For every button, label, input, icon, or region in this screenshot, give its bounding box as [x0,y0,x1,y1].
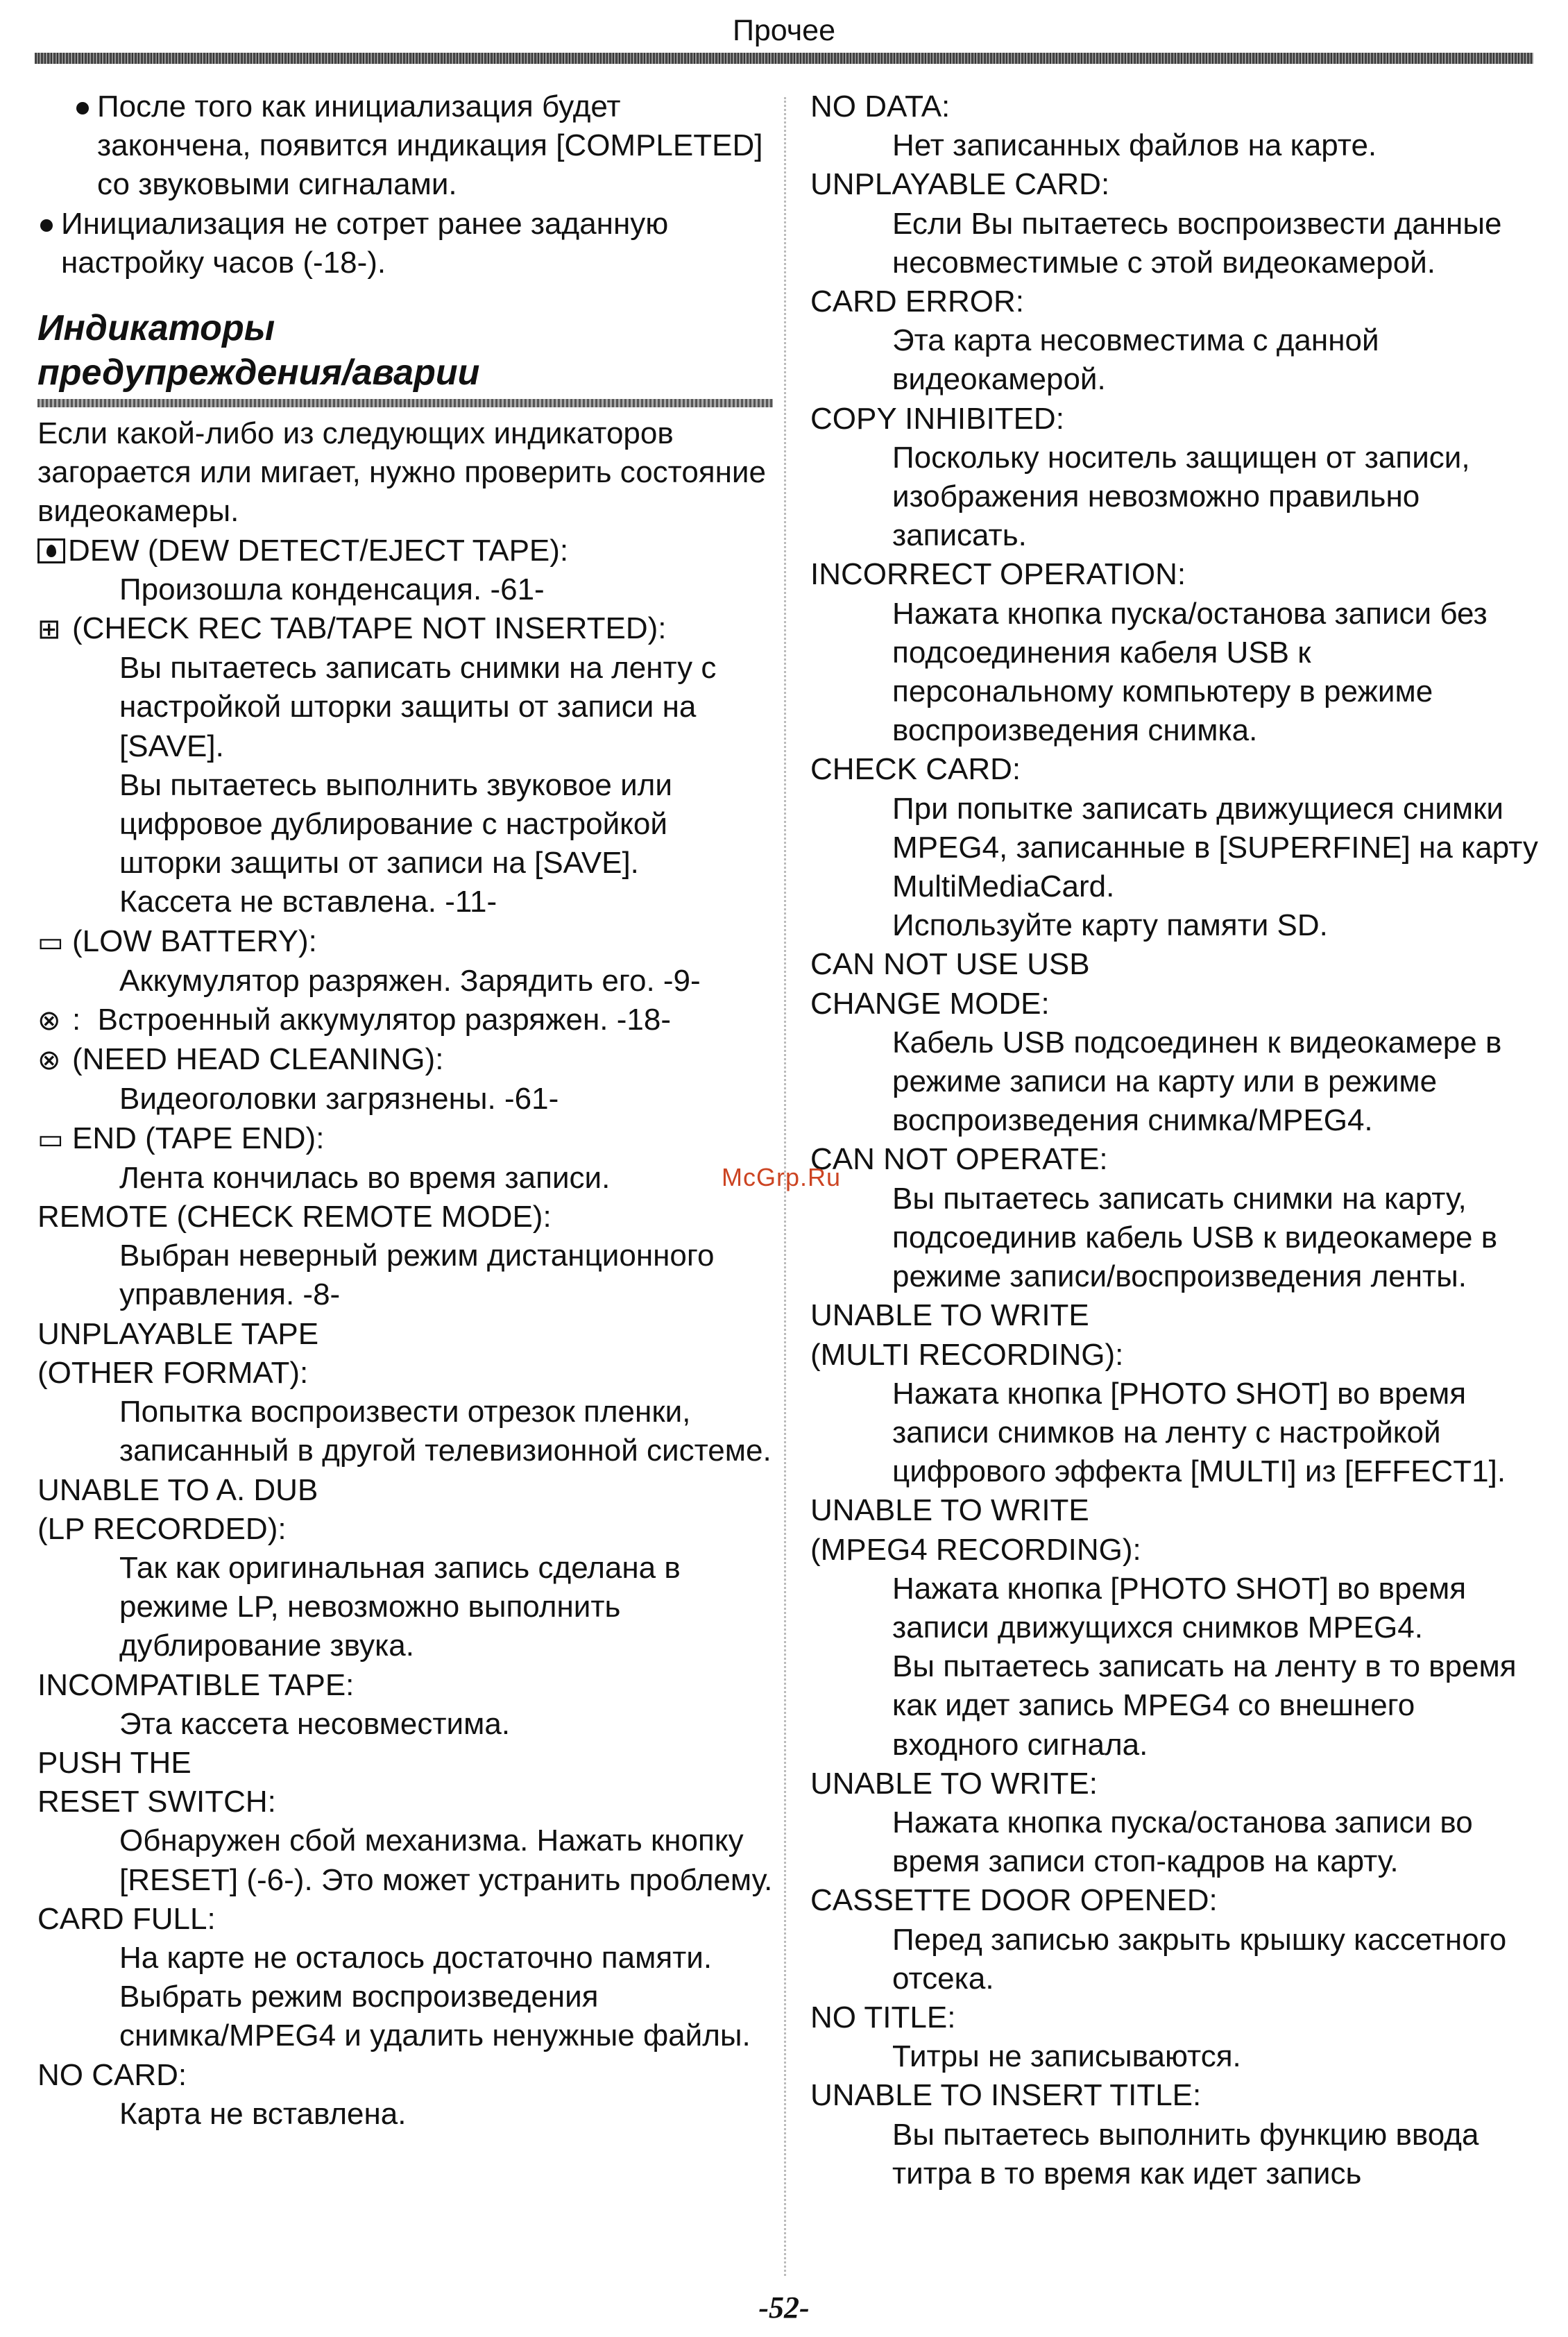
indicator-description: Нет записанных файлов на карте. [892,128,1377,163]
indicator-description: Нажата кнопка пуска/останова записи без подсоединения кабеля USB к персональному компьютеру в режиме воспроизведения снимка. [892,596,1488,748]
indicator-description: Произошла конденсация. -61- [119,572,545,606]
indicator-term: UNABLE TO WRITE: [810,1766,1098,1801]
indicator-term: UNABLE TO WRITE (MPEG4 RECORDING): [810,1493,1141,1567]
indicator-term: COPY INHIBITED: [810,401,1064,436]
indicator-term: NO DATA: [810,90,951,124]
indicator-term: INCOMPATIBLE TAPE: [37,1667,355,1702]
indicator-term: CARD ERROR: [810,284,1025,319]
indicator-description: Лента кончилась во время записи. [119,1160,611,1195]
indicator-description: Попытка воспроизвести отрезок пленки, записанный в другой телевизионной системе. [119,1395,772,1468]
indicator-term: UNPLAYABLE TAPE (OTHER FORMAT): [37,1316,319,1390]
indicator-term: CHECK CARD: [810,752,1021,787]
indicator-term: UNPLAYABLE CARD: [810,167,1110,202]
indicator-description: Вы пытаетесь выполнить функцию ввода титра в то время как идет запись [892,2117,1479,2191]
indicator-entry [37,1040,773,1119]
tape-end-icon: ▭ [37,1123,64,1155]
indicator-entry [810,1881,1539,1998]
indicator-term: NO TITLE: [810,2000,956,2034]
indicator-term: DEW (DEW DETECT/EJECT TAPE): [37,532,773,570]
indicator-description: На карте не осталось достаточно памяти. [119,1940,713,1975]
indicator-term: UNABLE TO WRITE (MULTI RECORDING): [810,1298,1124,1372]
header-rule [35,53,1533,64]
indicator-entry [37,1666,773,1744]
right-entries-list [810,87,1539,2193]
indicator-term: CASSETTE DOOR OPENED: [810,1883,1218,1918]
indicator-entry [37,922,773,1001]
indicator-term: ⊞ (CHECK REC TAB/TAPE NOT INSERTED): [37,609,773,649]
indicator-description: Эта кассета несовместима. [119,1706,511,1741]
indicator-entry [810,87,1539,165]
indicator-entry [37,1119,773,1198]
indicator-entry [810,282,1539,400]
page-number: -52- [758,2291,810,2325]
indicator-entry [810,1140,1539,1296]
indicator-description: Кабель USB подсоединен к видеокамере в режиме записи на карту или в режиме воспроизведения снимка/MPEG4. [892,1025,1502,1138]
indicator-term: REMOTE (CHECK REMOTE MODE): [37,1200,552,1234]
indicator-description: Аккумулятор разряжен. Зарядить его. -9- [119,963,701,998]
indicator-description: Вы пытаетесь записать снимки на ленту с настройкой шторки защиты от записи на [SAVE]. [119,651,717,763]
section-title-rule [37,399,773,407]
intro-bullet-2: Инициализация не сотрет ранее заданную настройку часов (-18-). [37,205,773,282]
indicator-description: Вы пытаетесь записать снимки на карту, подсоединив кабель USB к видеокамере в режиме записи/воспроизведения ленты. [892,1181,1498,1294]
indicator-entry [810,1765,1539,1882]
indicator-entry [37,1900,773,2056]
watermark-text: McGrp.Ru [722,1163,842,1191]
indicator-entry [810,165,1539,282]
indicator-entry [810,2076,1539,2193]
indicator-description: Вы пытаетесь записать на ленту в то время как идет запись MPEG4 со внешнего входного сигнала. [892,1649,1517,1762]
indicator-term: CAN NOT OPERATE: [810,1142,1108,1177]
section-title: Индикаторы предупреждения/аварии [37,308,480,393]
indicator-description: Кассета не вставлена. -11- [119,885,497,919]
indicator-entry [810,1296,1539,1491]
indicator-description: Нажата кнопка [PHOTO SHOT] во время записи движущихся снимков MPEG4. [892,1571,1467,1645]
indicator-description: Используйте карту памяти SD. [892,908,1328,943]
indicator-term: CAN NOT USE USB CHANGE MODE: [810,947,1090,1021]
left-column [37,87,773,2134]
indicator-entry [37,1744,773,1900]
indicator-entry [810,945,1539,1140]
indicator-term: ▭ (LOW BATTERY): [37,922,773,962]
cassette-tab-icon: ⊞ [37,614,61,645]
bullet-dot-icon [76,102,89,114]
dew-drop-icon [37,538,65,563]
indicator-term: INCORRECT OPERATION: [810,557,1186,592]
intro-bullet-1: После того как инициализация будет закончена, появится индикация [COMPLETED] со звуковыми сигналами. [37,87,773,205]
indicator-description: При попытке записать движущиеся снимки MPEG4, записанные в [SUPERFINE] на карту MultiMediaCard. [892,791,1538,904]
indicator-entry [810,1998,1539,2076]
battery-icon: ▭ [37,926,64,958]
indicator-description: Перед записью закрыть крышку кассетного отсека. [892,1922,1507,1996]
head-cleaning-icon: ⊗ [37,1045,61,1076]
indicator-description: Выбран неверный режим дистанционного управления. -8- [119,1239,715,1312]
indicator-term: ▭ END (TAPE END): [37,1119,773,1159]
indicator-entry [810,555,1539,750]
indicator-entry [810,1491,1539,1764]
indicator-description: Видеоголовки загрязнены. -61- [119,1082,559,1116]
indicator-term: PUSH THE RESET SWITCH: [37,1745,276,1819]
bullet-dot-icon [40,219,53,232]
indicator-description: Нажата кнопка [PHOTO SHOT] во время записи снимков на ленту с настройкой цифрового эффекта [MULTI] из [EFFECT1]. [892,1376,1506,1489]
indicator-term: UNABLE TO A. DUB (LP RECORDED): [37,1472,318,1546]
indicator-entry [810,400,1539,556]
built-in-battery-icon: ⊗ [37,1005,61,1037]
indicator-term: NO CARD: [37,2057,187,2092]
indicator-entry [37,1198,773,1315]
indicator-description: Эта карта несовместима с данной видеокамерой. [892,323,1379,397]
indicator-description: Если Вы пытаетесь воспроизвести данные несовместимые с этой видеокамерой. [892,206,1502,280]
indicator-entry [37,532,773,609]
indicator-term: UNABLE TO INSERT TITLE: [810,2078,1202,2113]
indicator-entry [37,2056,773,2134]
right-column [810,87,1539,2193]
indicator-description: Титры не записываются. [892,2039,1241,2074]
page-header-title: Прочее [732,14,836,47]
left-entries-list [37,532,773,2134]
indicator-entry [37,1471,773,1666]
indicator-entry [37,609,773,922]
indicator-term: ⊗ : Встроенный аккумулятор разряжен. -18- [37,1001,773,1040]
indicator-entry [37,1315,773,1471]
indicator-term: CARD FULL: [37,1901,216,1936]
indicator-description: Так как оригинальная запись сделана в режиме LP, невозможно выполнить дублирование звука. [119,1550,681,1663]
indicator-term: ⊗ (NEED HEAD CLEANING): [37,1040,773,1080]
indicator-description: Вы пытаетесь выполнить звуковое или цифровое дублирование с настройкой шторки защиты от записи на [SAVE]. [119,767,672,881]
indicator-entry [810,750,1539,945]
indicator-description: Обнаружен сбой механизма. Нажать кнопку [RESET] (-6-). Это может устранить проблему. [119,1824,773,1897]
indicator-description: Поскольку носитель защищен от записи, изображения невозможно правильно записать. [892,440,1470,553]
indicator-description: Нажата кнопка пуска/останова записи во время записи стоп-кадров на карту. [892,1805,1473,1879]
indicator-description: Выбрать режим воспроизведения снимка/MPEG4 и удалить ненужные файлы. [119,1980,751,2053]
indicator-entry [37,1001,773,1040]
indicator-description: Карта не вставлена. [119,2096,407,2131]
section-intro: Если какой-либо из следующих индикаторов загорается или мигает, нужно проверить состояние видеокамеры. [37,416,766,529]
